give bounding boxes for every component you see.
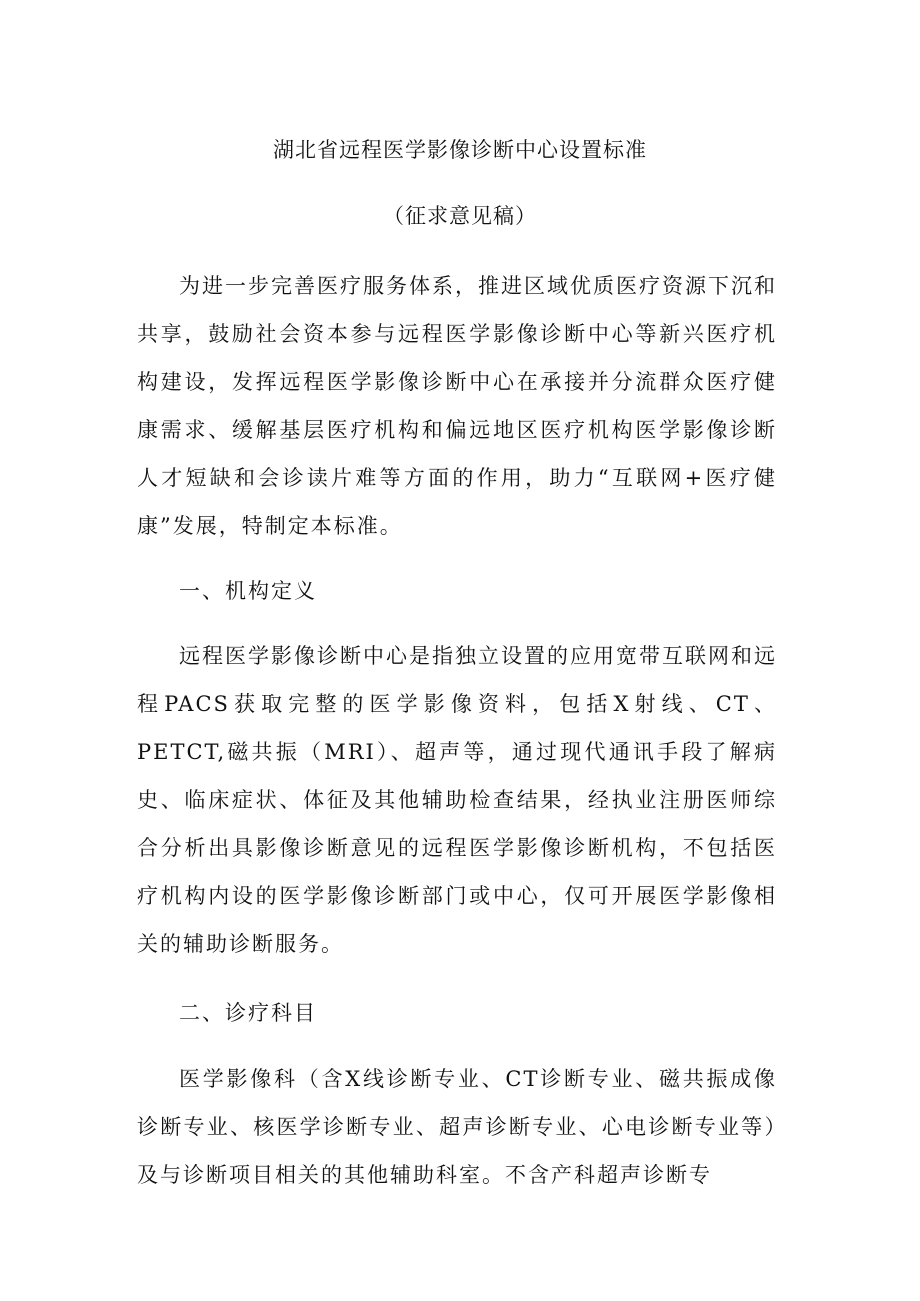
section-heading-definition: 一、机构定义 <box>179 579 317 603</box>
intro-paragraph: 为进一步完善医疗服务体系，推进区域优质医疗资源下沉和共享，鼓励社会资本参与远程医学影像诊断中心等新兴医疗机构建设，发挥远程医学影像诊断中心在承接并分流群众医疗健康需求、缓解基层医疗机构和偏远地区医疗机构医学影像诊断人才短缺和会诊读片难等方面的作用，助力“互联网+医疗健康”发展，特制定本标准。 <box>137 274 777 538</box>
departments-paragraph: 医学影像科（含X线诊断专业、CT诊断专业、磁共振成像诊断专业、核医学诊断专业、超声诊断专业、心电诊断专业等）及与诊断项目相关的其他辅助科室。不含产科超声诊断专 <box>137 1067 777 1187</box>
document-title: 湖北省远程医学影像诊断中心设置标准 <box>273 138 647 162</box>
document-subtitle: （征求意见稿） <box>383 204 537 228</box>
section-heading-departments: 二、诊疗科目 <box>179 1001 317 1025</box>
definition-paragraph: 远程医学影像诊断中心是指独立设置的应用宽带互联网和远程PACS获取完整的医学影像资料，包括X射线、CT、PETCT,磁共振（MRI）、超声等，通过现代通讯手段了解病史、临床症状、体征及其他辅助检查结果，经执业注册医师综合分析出具影像诊断意见的远程医学影像诊断机构，不包括医疗机构内设的医学影像诊断部门或中心，仅可开展医学影像相关的辅助诊断服务。 <box>137 644 777 956</box>
